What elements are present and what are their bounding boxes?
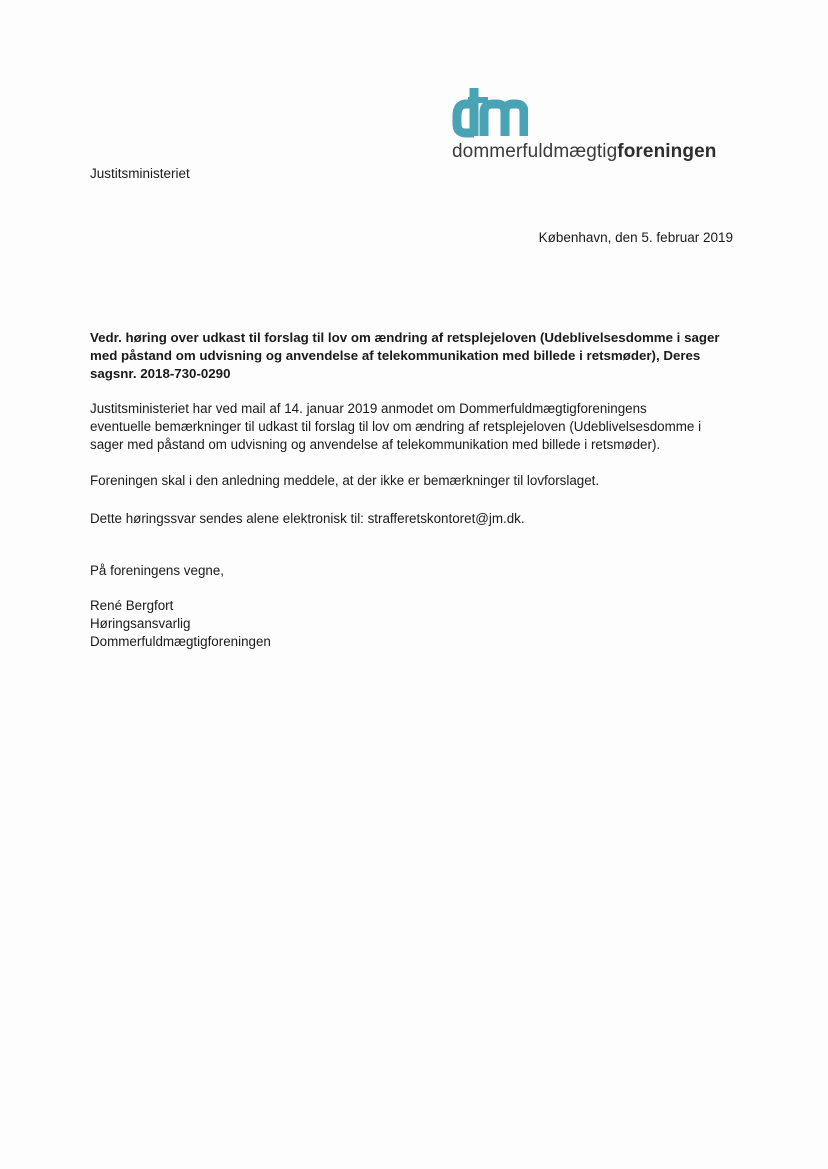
signature-name: René Bergfort: [90, 598, 174, 613]
signature-title: Høringsansvarlig: [90, 616, 191, 631]
body-paragraph-1-line-3: sager med påstand om udvisning og anvendelse af telekommunikation med billede i retsmøder).: [90, 437, 661, 452]
logo: [448, 86, 728, 166]
body-paragraph-2: Foreningen skal i den anledning meddele, at der ikke er bemærkninger til lovforslaget.: [90, 473, 600, 488]
signature-organization: Dommerfuldmægtigforeningen: [90, 634, 271, 649]
logo-text-bold: foreningen: [617, 141, 717, 162]
closing-greeting: På foreningens vegne,: [90, 563, 225, 578]
subject-line: [90, 329, 740, 383]
subject-line-2: med påstand om udvisning og anvendelse af telekommunikation med billede i retsmøder), Deres: [90, 348, 701, 363]
body-paragraph-3: Dette høringssvar sendes alene elektronisk til: strafferetskontoret@jm.dk.: [90, 511, 525, 526]
subject-line-1: Vedr. høring over udkast til forslag til lov om ændring af retsplejeloven (Udeblivelsesdomme i sager: [90, 330, 720, 345]
dfm-logo-icon: [452, 86, 528, 138]
body-paragraph-1-line-1: Justitsministeriet har ved mail af 14. januar 2019 anmodet om Dommerfuldmægtigforeningens: [90, 401, 647, 416]
signature-block: [90, 597, 740, 651]
letter-date: København, den 5. februar 2019: [538, 230, 733, 245]
body-paragraph-1-line-2: eventuelle bemærkninger til udkast til forslag til lov om ændring af retsplejeloven (Udeblivelsesdomme i: [90, 419, 702, 434]
subject-line-3: sagsnr. 2018-730-0290: [90, 366, 231, 381]
logo-wordmark: [452, 141, 716, 163]
body-paragraph-1: [90, 400, 740, 454]
recipient: Justitsministeriet: [90, 166, 190, 181]
logo-text-light: dommerfuldmægtig: [452, 141, 618, 162]
